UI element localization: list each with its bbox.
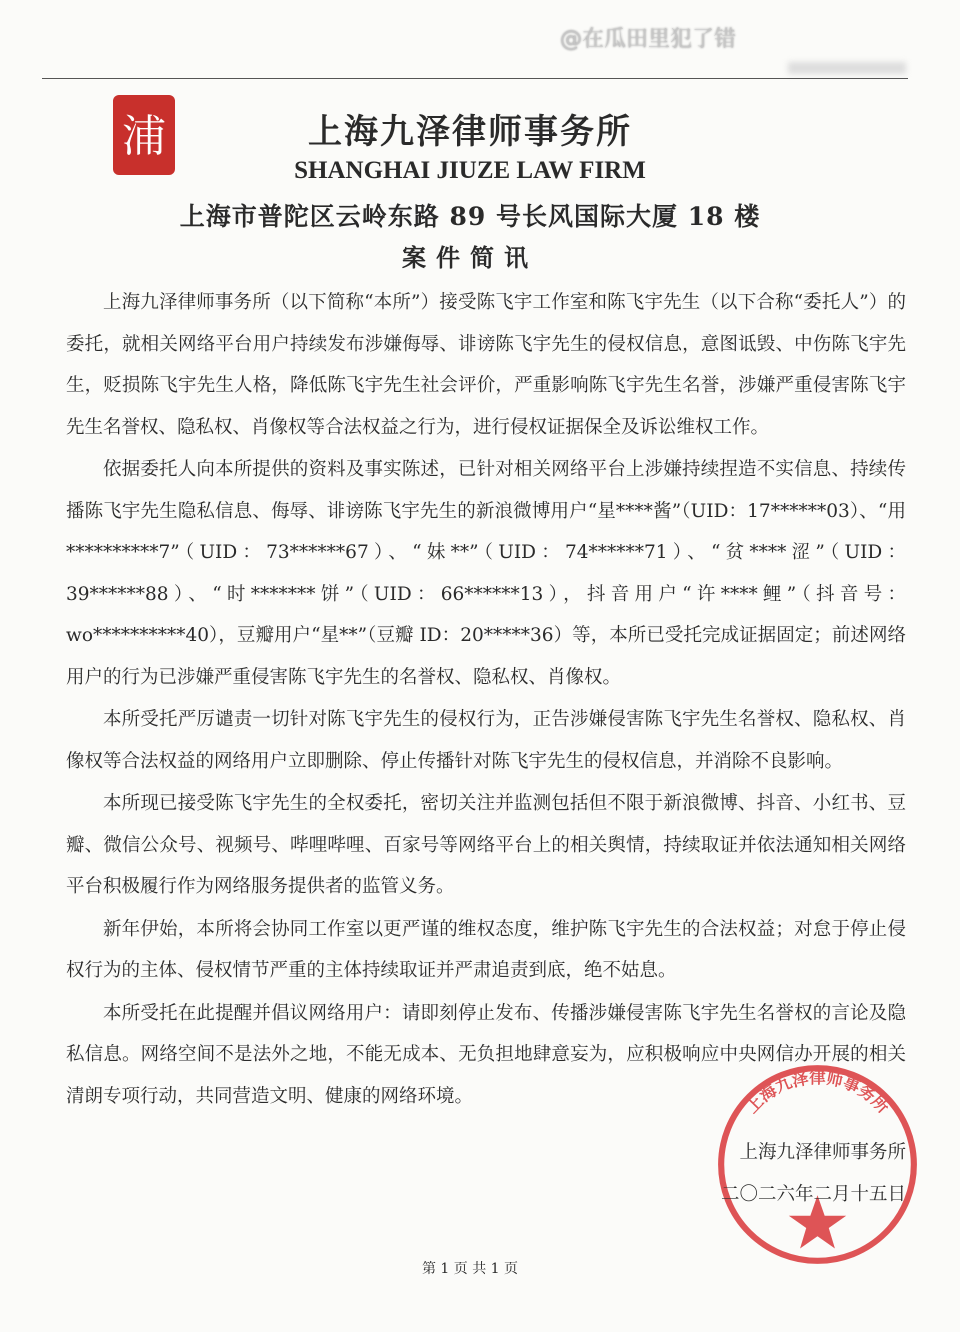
header-rule [42,78,908,79]
signature-date: 二〇二六年二月十五日 [720,1184,906,1205]
document-title: 案件简讯 [402,243,538,272]
watermark: @在瓜田里犯了错 [560,27,737,52]
official-seal [715,1062,920,1267]
paragraph: 本所受托在此提醒并倡议网络用户：请即刻停止发布、传播涉嫌侵害陈飞宇先生名誉权的言论及隐私信息。网络空间不是法外之地，不能无成本、无负担地肆意妄为，应积极响应中央网信办开展的相关清朗专项行动，共同营造文明、健康的网络环境。 [66,1002,906,1107]
paragraph: 新年伊始，本所将会协同工作室以更严谨的维权态度，维护陈飞宇先生的合法权益；对怠于停止侵权行为的主体、侵权情节严重的主体持续取证并严肃追责到底，绝不姑息。 [66,918,906,981]
firm-name-cn: 上海九泽律师事务所 [308,112,632,152]
firm-name-en: SHANGHAI JIUZE LAW FIRM [294,157,646,184]
page-number: 第 1 页 共 1 页 [421,1261,519,1277]
paragraph: 依据委托人向本所提供的资料及事实陈述，已针对相关网络平台上涉嫌持续捏造不实信息、持续传播陈飞宇先生隐私信息、侮辱、诽谤陈飞宇先生的新浪微博用户“星****酱”（UID：17******03）、“用**********7”（UID：73******67）、“妹**”（UID：74******71）、“贫****涩”（UID：39******88）、“时*******饼”（UID：66******13），抖音用户“许****鲤”（抖音号：wo**********40），豆瓣用户“星**”（豆瓣 ID：20*****36）等，本所已受托完成证据固定；前述网络用户的行为已涉嫌严重侵害陈飞宇先生的名誉权、隐私权、肖像权。 [66,459,906,688]
paragraph: 上海九泽律师事务所（以下简称“本所”）接受陈飞宇工作室和陈飞宇先生（以下合称“委托人”）的委托，就相关网络平台用户持续发布涉嫌侮辱、诽谤陈飞宇先生的侵权信息，意图诋毁、中伤陈飞宇先生，贬损陈飞宇先生人格，降低陈飞宇先生社会评价，严重影响陈飞宇先生名誉，涉嫌严重侵害陈飞宇先生名誉权、隐私权、肖像权等合法权益之行为，进行侵权证据保全及诉讼维权工作。 [66,292,906,438]
document-body [66,282,906,1118]
firm-address: 上海市普陀区云岭东路 89 号长风国际大厦 18 楼 [179,202,761,231]
paragraph: 本所受托严厉谴责一切针对陈飞宇先生的侵权行为，正告涉嫌侵害陈飞宇先生名誉权、隐私权、肖像权等合法权益的网络用户立即删除、停止传播针对陈飞宇先生的侵权信息，并消除不良影响。 [66,709,906,772]
redacted-mark [788,62,906,74]
svg-text:上海九泽律师事务所: 上海九泽律师事务所 [742,1068,893,1117]
signature-firm: 上海九泽律师事务所 [739,1142,906,1163]
paragraph: 本所现已接受陈飞宇先生的全权委托，密切关注并监测包括但不限于新浪微博、抖音、小红书、豆瓣、微信公众号、视频号、哔哩哔哩、百家号等网络平台上的相关舆情，持续取证并依法通知相关网络平台积极履行作为网络服务提供者的监管义务。 [66,793,906,897]
svg-text:浦: 浦 [122,111,166,162]
